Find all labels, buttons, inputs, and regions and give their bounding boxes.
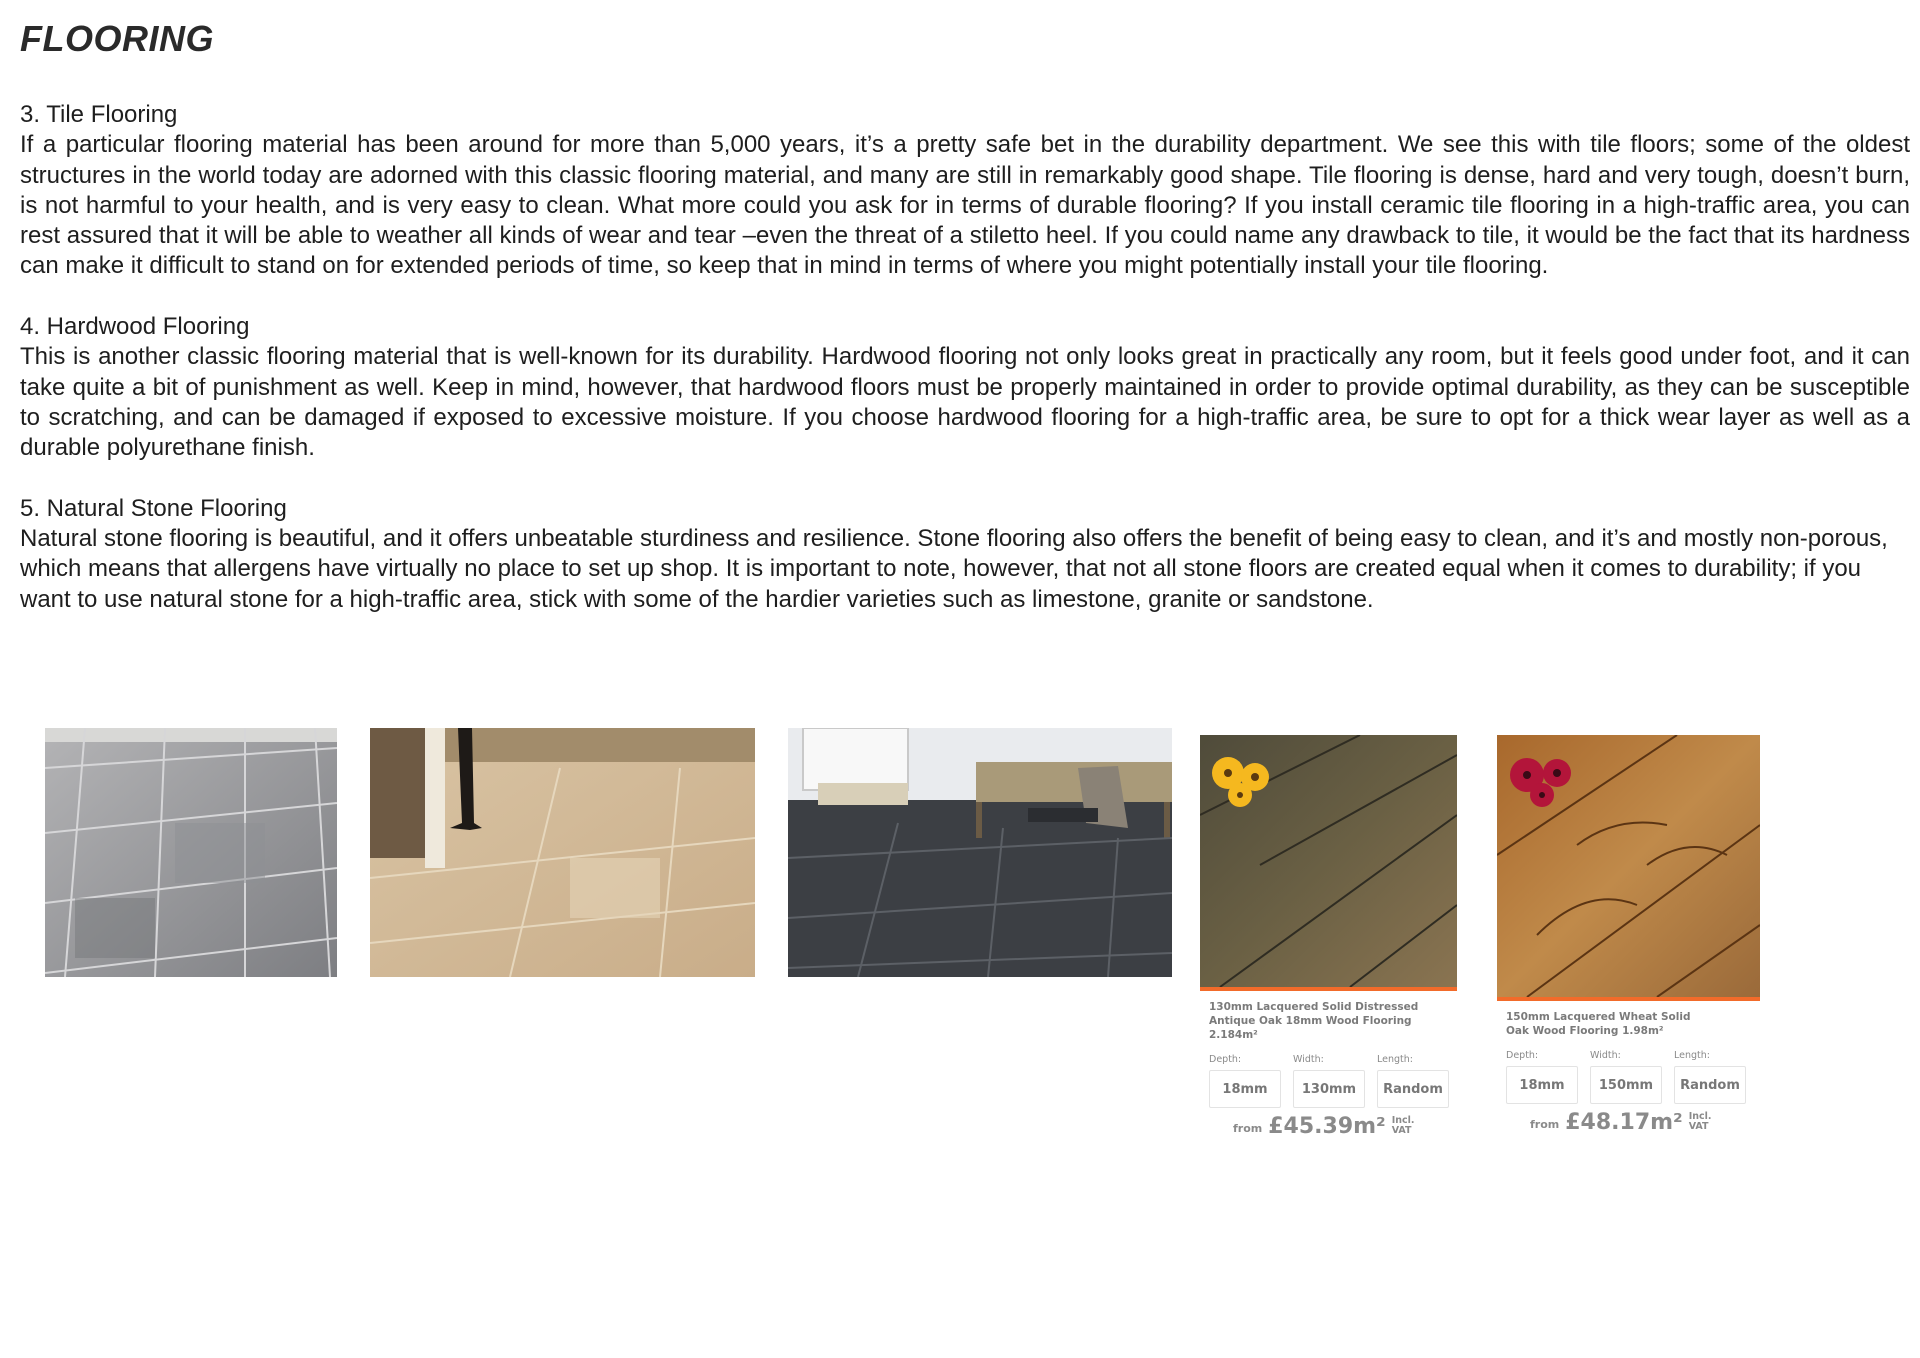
section-natural-stone-flooring: [20, 494, 1910, 615]
price-prefix: from: [1530, 1118, 1560, 1131]
product-name[interactable]: 130mm Lacquered Solid Distressed Antique Oak 18mm Wood Flooring 2.184m²: [1209, 1001, 1419, 1041]
product-specs: [1506, 1050, 1760, 1104]
section-hardwood-flooring: [20, 312, 1910, 463]
spec-value: 18mm: [1506, 1066, 1578, 1104]
accent-bar: [1497, 997, 1760, 1001]
spec-value: 150mm: [1590, 1066, 1662, 1104]
section-tile-flooring: [20, 100, 1910, 282]
spec-label: Depth:: [1209, 1054, 1242, 1065]
price-amount: £45.39m²: [1268, 1114, 1386, 1139]
spec-depth: [1506, 1050, 1578, 1104]
product-specs: [1209, 1054, 1457, 1108]
spec-label: Length:: [1377, 1054, 1413, 1065]
price-row: [1233, 1116, 1457, 1138]
spec-length: [1377, 1054, 1449, 1108]
vat-line-2: VAT: [1391, 1125, 1412, 1136]
vat-note: [1689, 1112, 1712, 1132]
section-heading: 4. Hardwood Flooring: [20, 313, 250, 341]
price-amount: £48.17m²: [1565, 1110, 1683, 1135]
spec-value: Random: [1674, 1066, 1746, 1104]
section-paragraph: Natural stone flooring is beautiful, and it offers unbeatable sturdiness and resilience. Stone flooring also offers the benefit of being easy to clean, and it’s and mostly non-porous, which means that allergens have virtually no place to set up shop. It is important to note, however, that not all stone floors are created equal when it comes to durability; if you want to use natural stone for a high-traffic area, stick with some of the hardier varieties such as limestone, granite or sandstone.: [20, 525, 1888, 613]
section-paragraph: If a particular flooring material has been around for more than 5,000 years, it’s a pretty safe bet in the durability department. We see this with tile floors; some of the oldest structures in the world today are adorned with this classic flooring material, and many are still in remarkably good shape. Tile flooring is dense, hard and very tough, doesn’t burn, is not harmful to your health, and is very easy to clean. What more could you ask for in terms of durable flooring? If you install ceramic tile flooring in a high-traffic area, you can rest assured that it will be able to weather all kinds of wear and tear –even the threat of a stiletto heel. If you could name any drawback to tile, it would be the fact that its hardness can make it difficult to stand on for extended periods of time, so keep that in mind in terms of where you might potentially install your tile flooring.: [20, 131, 1910, 280]
spec-value: 130mm: [1293, 1070, 1365, 1108]
page-title: FLOORING: [20, 18, 214, 59]
product-card[interactable]: [1200, 735, 1457, 1138]
vat-line-1: Incl.: [1391, 1115, 1415, 1126]
spec-length: [1674, 1050, 1746, 1104]
product-image: [1497, 735, 1760, 997]
product-card[interactable]: [1497, 735, 1760, 1134]
spec-label: Width:: [1293, 1054, 1324, 1065]
article-body: [20, 100, 1910, 645]
vat-line-2: VAT: [1688, 1121, 1709, 1132]
vat-line-1: Incl.: [1688, 1111, 1712, 1122]
grey-stone-tile-photo: [45, 728, 337, 977]
spec-label: Length:: [1674, 1050, 1710, 1061]
spec-value: Random: [1377, 1070, 1449, 1108]
accent-bar: [1200, 987, 1457, 991]
spec-value: 18mm: [1209, 1070, 1281, 1108]
spec-label: Width:: [1590, 1050, 1621, 1061]
price-prefix: from: [1233, 1122, 1263, 1135]
dark-slate-floor-photo: [788, 728, 1172, 977]
spec-width: [1590, 1050, 1662, 1104]
section-paragraph: This is another classic flooring material that is well-known for its durability. Hardwood flooring not only looks great in practically any room, but it feels good under foot, and it can take quite a bit of punishment as well. Keep in mind, however, that hardwood floors must be properly maintained in order to provide optimal durability, as they can be susceptible to scratching, and can be damaged if exposed to excessive moisture. If you choose hardwood flooring for a high-traffic area, be sure to opt for a thick wear layer as well as a durable polyurethane finish.: [20, 343, 1910, 462]
spec-width: [1293, 1054, 1365, 1108]
vat-note: [1392, 1116, 1415, 1136]
spec-label: Depth:: [1506, 1050, 1539, 1061]
product-name[interactable]: 150mm Lacquered Wheat Solid Oak Wood Flooring 1.98m²: [1506, 1011, 1691, 1037]
beige-limestone-floor-photo: [370, 728, 755, 977]
section-heading: 3. Tile Flooring: [20, 101, 178, 128]
spec-depth: [1209, 1054, 1281, 1108]
section-heading: 5. Natural Stone Flooring: [20, 494, 287, 522]
price-row: [1530, 1112, 1760, 1134]
product-image: [1200, 735, 1457, 987]
